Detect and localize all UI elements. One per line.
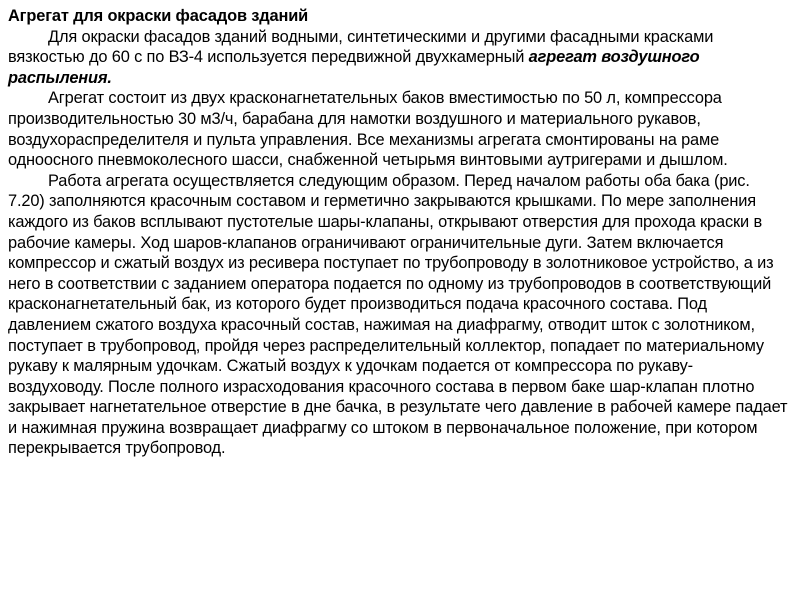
paragraph-composition: Агрегат состоит из двух красконагнетательных баков вместимостью по 50 л, компрессора производительностью 30 м3/ч, барабана для намотки воздушного и материального рукавов, воздухораспределителя и пульта управления. Все механизмы агрегата смонтированы на раме одноосного пневмоколесного шасси, снабженной четырьмя винтовыми аутригерами и дышлом. — [8, 89, 728, 170]
paragraph-operation: Работа агрегата осуществляется следующим образом. Перед началом работы оба бака (рис. 7.20) заполняются красочным составом и герметично закрываются крышками. По мере заполнения каждого из баков всплывают пустотелые шары-клапаны, открывают отверстия для прохода краски в рабочие камеры. Ход шаров-клапанов ограничивают ограничительные дуги. Затем включается компрессор и сжатый воздух из ресивера поступает по трубопроводу в золотниковое устройство, а из него в соответствии с заданием оператора подается по одному из трубопроводов в соответствующий красконагнетательный бак, из которого будет производиться подача красочного состава. Под давлением сжатого воздуха красочный состав, нажимая на диафрагму, отводит шток с золотником, поступает в трубопровод, пройдя через распределительный коллектор, попадает по материальному рукаву к малярным удочкам. Сжатый воздух к удочкам подается от компрессора по рукаву-воздуховоду. После полного израсходования красочного состава в первом баке шар-клапан плотно закрывает нагнетательное отверстие в дне бачка, в результате чего давление в рабочей камере падает и нажимная пружина возвращает диафрагму со штоком в первоначальное положение, при котором перекрывается трубопровод. — [8, 171, 788, 458]
paragraph-intro — [8, 27, 788, 89]
document-title: Агрегат для окраски фасадов зданий — [8, 7, 309, 25]
paragraph-intro-text: Для окраски фасадов зданий водными, синтетическими и другими фасадными красками вязкостью до 60 с по ВЗ-4 используется передвижной двухкамерный — [8, 27, 714, 67]
paragraph-intro-emphasis: агрегат воздушного распыления. — [8, 48, 700, 87]
slide-content — [8, 6, 788, 459]
